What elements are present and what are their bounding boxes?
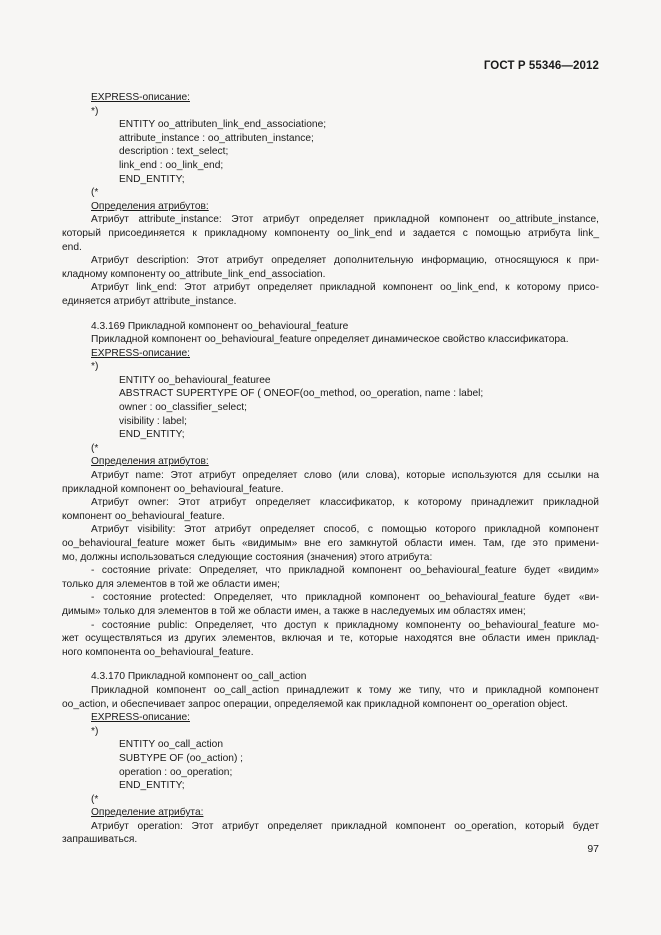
section-4-3-170	[62, 670, 599, 847]
code-line: END_ENTITY;	[119, 429, 185, 441]
code-line: ENTITY oo_call_action	[119, 739, 224, 751]
comment-close: (*	[91, 187, 99, 199]
page-number: 97	[587, 843, 599, 855]
paragraph-line: Атрибут description: Этот атрибут определяет дополнительную информацию, относящуюся к при-	[91, 255, 599, 267]
paragraph-line: мо, должны использоваться следующие состояния (значения) этого атрибута:	[62, 551, 433, 563]
section-title: 4.3.170 Прикладной компонент oo_call_action	[91, 671, 307, 683]
express-heading: EXPRESS-описание:	[91, 92, 190, 103]
document-body	[62, 91, 599, 847]
paragraph-line: единяется атрибут attribute_instance.	[62, 295, 237, 307]
paragraph-line: Атрибут owner: Этот атрибут определяет классификатор, к которому принадлежит прикладной	[91, 497, 599, 509]
bullet-line: димым» только для элементов в той же области имен, а также в наследуемых им областях имен;	[62, 605, 526, 617]
code-line: ENTITY oo_behavioural_featuree	[119, 374, 271, 386]
code-line: operation : oo_operation;	[119, 766, 233, 778]
express-heading: EXPRESS-описание:	[91, 347, 190, 359]
code-line: SUBTYPE OF (oo_action) ;	[119, 752, 243, 764]
code-line: ABSTRACT SUPERTYPE OF ( ONEOF(oo_method, oo_operation, name : label;	[119, 388, 484, 400]
paragraph-line: запрашиваться.	[62, 834, 138, 846]
paragraph-line: прикладной компонент oo_behavioural_feature.	[62, 483, 284, 495]
code-line: owner : oo_classifier_select;	[119, 402, 247, 414]
comment-close: (*	[91, 793, 99, 805]
bullet-line: жет осуществляться из других элементов, включая и те, которые находятся вне области имен приклад-	[62, 633, 599, 645]
paragraph-line: Прикладной компонент oo_call_action принадлежит к тому же типу, что и прикладной компонент	[91, 684, 599, 696]
comment-open: *)	[91, 361, 99, 373]
bullet-line: ного компонента oo_behavioural_feature.	[62, 646, 254, 658]
paragraph-line: Атрибут operation: Этот атрибут определяет прикладной компонент oo_operation, который будет	[91, 820, 599, 832]
paragraph-line: кладному компоненту oo_attribute_link_end_association.	[62, 268, 326, 280]
code-line: visibility : label;	[119, 415, 187, 427]
paragraph-line: end.	[62, 241, 82, 253]
section-attribute-link-end-association	[62, 91, 599, 309]
bullet-line: - состояние private: Определяет, что прикладной компонент oo_behavioural_feature будет «видим»	[91, 565, 599, 577]
comment-close: (*	[91, 442, 99, 454]
express-heading: EXPRESS-описание:	[91, 712, 190, 724]
section-4-3-169	[62, 320, 599, 660]
comment-open: *)	[91, 725, 99, 737]
paragraph-line: Атрибут name: Этот атрибут определяет слово (или слова), которые используются для ссылки на	[91, 470, 599, 482]
paragraph-line: компонент oo_behavioural_feature.	[62, 510, 225, 522]
standard-header: ГОСТ Р 55346—2012	[483, 60, 599, 72]
code-line: description : text_select;	[119, 146, 229, 158]
comment-open: *)	[91, 105, 99, 117]
code-line: ENTITY oo_attributen_link_end_associatione;	[119, 119, 327, 131]
attributes-heading: Определения атрибутов:	[91, 456, 209, 468]
bullet-line: только для элементов в той же области имен;	[62, 578, 280, 590]
bullet-line: - состояние protected: Определяет, что прикладной компонент oo_behavioural_feature будет «ви-	[91, 592, 599, 604]
bullet-line: - состояние public: Определяет, что доступ к прикладному компоненту oo_behavioural_feature мо-	[91, 619, 599, 631]
paragraph-line: Атрибут link_end: Этот атрибут определяет прикладной компонент oo_link_end, к которому присо-	[91, 282, 599, 294]
attributes-heading: Определения атрибутов:	[91, 200, 209, 212]
code-line: END_ENTITY;	[119, 173, 185, 185]
paragraph-line: oo_behavioural_feature может быть «видимым» вне его замкнутой области имен. Там, где это примени-	[62, 538, 599, 549]
paragraph-line: oo_action, и обеспечивает запрос операции, определяемой как прикладной компонент oo_operation object.	[62, 698, 568, 710]
section-title: 4.3.169 Прикладной компонент oo_behavioural_feature	[91, 320, 349, 332]
paragraph-line: Атрибут visibility: Этот атрибут определяет способ, с помощью которого прикладной компонент	[91, 524, 599, 536]
code-line: link_end : oo_link_end;	[119, 159, 224, 171]
paragraph-line: который присоединяется к прикладному компоненту oo_link_end и задается с помощью атрибута link_	[62, 227, 599, 239]
attribute-heading: Определение атрибута:	[91, 807, 204, 819]
code-line: attribute_instance : oo_attributen_instance;	[119, 132, 314, 144]
paragraph-line: Атрибут attribute_instance: Этот атрибут определяет прикладной компонент oo_attribute_instance,	[91, 214, 599, 226]
paragraph-line: Прикладной компонент oo_behavioural_feature определяет динамическое свойство классификатора.	[91, 334, 569, 346]
code-line: END_ENTITY;	[119, 780, 185, 792]
